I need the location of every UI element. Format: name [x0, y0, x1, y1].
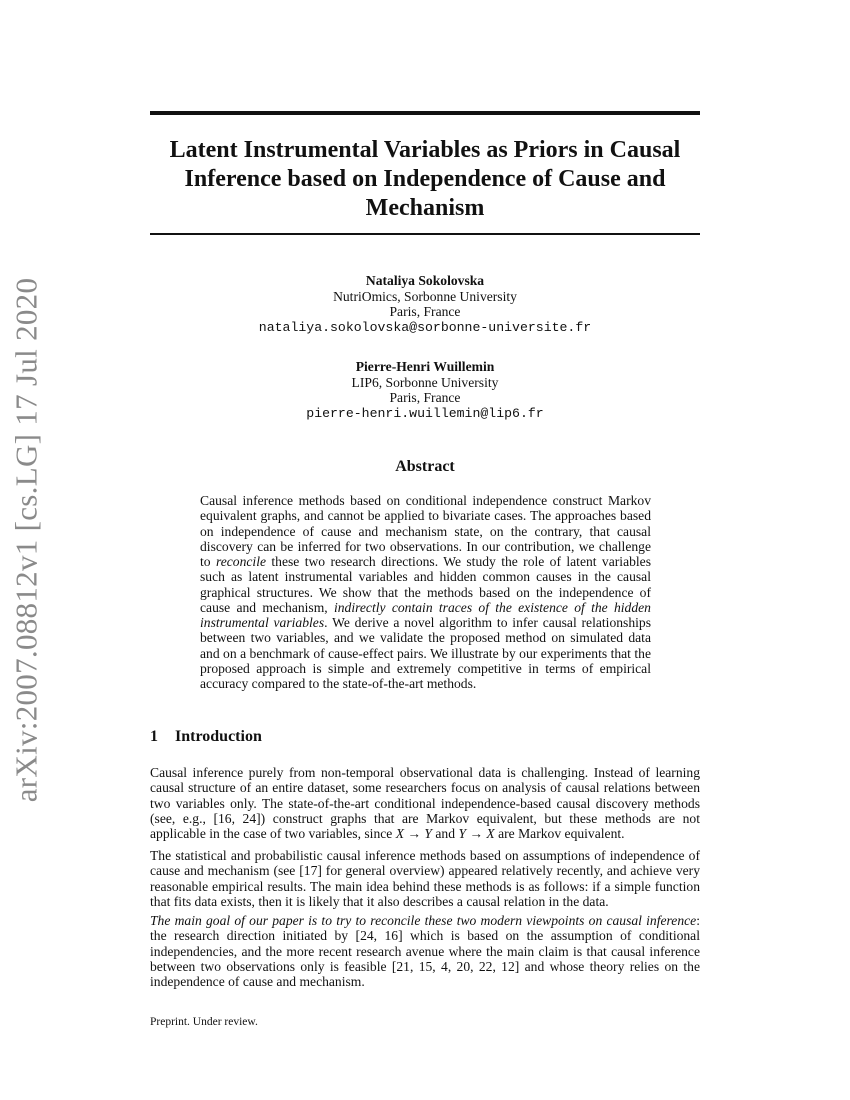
math-expression: Y → X [458, 826, 495, 841]
abstract-body [200, 493, 651, 691]
abstract-text: . We derive a novel algorithm to infer causal relationships between two variables, and we validate the proposed method on simulated data and on a benchmark of cause-effect pairs. We illustrate by our experiments that the proposed approach is simple and extremely competitive in terms of empirical accuracy compared to the state-of-the-art methods. [200, 615, 651, 691]
author-block-2 [150, 359, 700, 421]
author-email: pierre-henri.wuillemin@lip6.fr [306, 405, 544, 421]
section-heading-introduction [150, 728, 262, 746]
author-name: Nataliya Sokolovska [365, 273, 485, 288]
abstract-emphasis: reconcile [215, 554, 267, 569]
footer-note: Preprint. Under review. [150, 1016, 258, 1028]
title-rule-top [150, 111, 700, 115]
paragraph-text: are Markov equivalent. [494, 826, 625, 841]
intro-paragraph-2: The statistical and probabilistic causal inference methods based on assumptions of independence of cause and mechanism (see [17] for general overview) appeared relatively recently, and achieve very reasonable empirical results. The main idea behind these methods is as follows: if a simple function that fits data exists, then it is likely that it also describes a causal relation in the data. [150, 848, 700, 909]
author-email: nataliya.sokolovska@sorbonne-universite.fr [258, 319, 592, 335]
paragraph-text: and [432, 826, 459, 841]
intro-paragraph-3 [150, 913, 700, 989]
abstract-text: these two research directions. We study the role of latent variables such as latent instrumental variables and hidden common causes in the causal graphical structures. We show that the methods based on the independence of cause and mechanism, [200, 554, 651, 615]
author-location: Paris, France [389, 390, 461, 406]
title-rule-bottom [150, 233, 700, 235]
author-name: Pierre-Henri Wuillemin [355, 359, 495, 374]
abstract-heading: Abstract [395, 458, 455, 475]
arxiv-stamp [4, 277, 48, 803]
abstract-text: Causal inference methods based on conditional independence construct Markov equivalent graphs, and cannot be applied to bivariate cases. The approaches based on independence of cause and mechanism state, on the contrary, that causal discovery can be inferred for two observations. In our contribution, we challenge to [200, 493, 651, 569]
paragraph-text: Causal inference purely from non-temporal observational data is challenging. Instead of learning causal structure of an entire dataset, some researchers focus on analysis of causal relations between two variables only. The state-of-the-art conditional independence-based causal discovery methods (see, e.g., [16, 24]) construct graphs that are Markov equivalent, but these methods are not applicable in the case of two variables, since [150, 765, 700, 841]
intro-paragraph-1 [150, 765, 700, 841]
author-location: Paris, France [389, 304, 461, 320]
author-block-1 [150, 273, 700, 335]
arxiv-stamp-text: arXiv:2007.08812v1 [cs.LG] 17 Jul 2020 [8, 277, 44, 803]
paragraph-text: : the research direction initiated by [24, 16] which is based on the assumption of conditional independencies, and the more recent research avenue where the main claim is that causal inference between two observations only is feasible [21, 15, 4, 20, 22, 12] and whose theory relies on the independence of cause and mechanism. [150, 913, 700, 989]
author-affiliation: NutriOmics, Sorbonne University [333, 288, 517, 304]
paragraph-emphasis: The main goal of our paper is to try to reconcile these two modern viewpoints on causal inference [150, 913, 697, 928]
author-affiliation: LIP6, Sorbonne University [351, 374, 499, 390]
section-number: 1 [150, 728, 158, 745]
math-expression: X → Y [395, 826, 432, 841]
abstract-emphasis: indirectly contain traces of the existence of the hidden instrumental variables [200, 599, 651, 630]
paper-title: Latent Instrumental Variables as Priors in Causal Inference based on Independence of Cause and Mechanism [169, 137, 681, 221]
section-title: Introduction [175, 728, 262, 745]
